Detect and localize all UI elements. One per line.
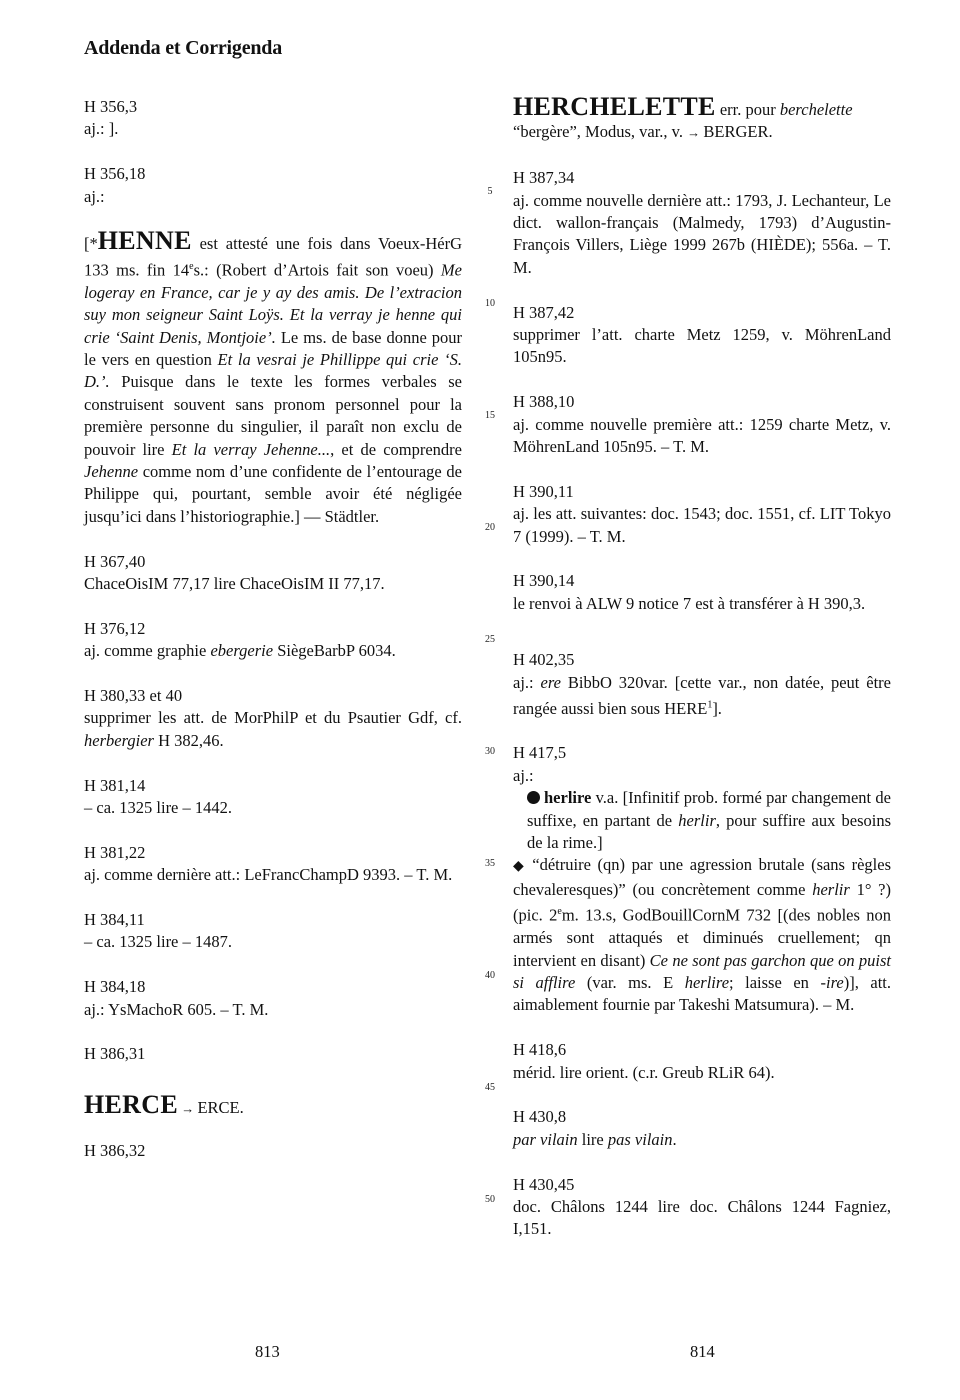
- line-number: 25: [485, 634, 495, 645]
- entry-text: aj. comme graphie ebergerie SiègeBarbP 6034.: [84, 641, 396, 661]
- herchelette-text: “bergère”, Modus, var., v. → BERGER.: [513, 122, 773, 142]
- henne-quote: Jehenne: [84, 461, 139, 481]
- entry-ref: H 386,31: [84, 1044, 146, 1064]
- line-number: 15: [485, 410, 495, 421]
- henne-text: s.: (Robert d’Artois fait son voeu): [193, 260, 441, 280]
- henne-text: Le ms. de base donne pour le vers en question: [84, 327, 462, 369]
- bullet-dot-icon: [527, 791, 540, 804]
- entry-h384-18: [84, 976, 462, 1021]
- henne-quote: Et la vesrai je Phillippe qui crie ‘S. D.’.: [84, 349, 462, 392]
- entry-ref: H 384,11: [84, 910, 145, 929]
- entry-text: aj.:: [84, 186, 105, 206]
- entry-h367-40: [84, 551, 462, 596]
- entry-ref: H 390,14: [513, 571, 575, 591]
- entry-h387-34: [513, 167, 891, 279]
- entry-h356-3: [84, 96, 462, 141]
- headword-herce: HERCE: [84, 1089, 178, 1119]
- entry-ref: H 417,5: [513, 743, 567, 763]
- page-number-left: 813: [255, 1342, 280, 1361]
- line-number: 35: [485, 858, 495, 869]
- entry-ref: H 390,11: [513, 481, 574, 501]
- entry-text: mérid. lire orient. (c.r. Greub RLiR 64).: [513, 1062, 775, 1082]
- crossref-erce[interactable]: ERCE: [197, 1097, 240, 1117]
- herlire-definition: herlire v.a. [Infinitif prob. formé par changement de suffixe, en partant de herlir, pour suffire aux besoins de la rime.]: [527, 788, 891, 852]
- headword-henne: HENNE: [97, 226, 192, 256]
- entry-h418-6: [513, 1039, 891, 1084]
- left-column: [84, 96, 462, 1163]
- entry-herce: [84, 1089, 462, 1120]
- entry-text: doc. Châlons 1244 lire doc. Châlons 1244 Fagniez, I,151.: [513, 1196, 891, 1239]
- entry-text: – ca. 1325 lire – 1442.: [84, 798, 233, 817]
- line-number: 5: [487, 186, 493, 197]
- entry-h386-31: [84, 1043, 462, 1065]
- superscript: e: [189, 260, 194, 272]
- entry-ref: H 386,32: [84, 1141, 146, 1161]
- entry-h430-45: [513, 1174, 891, 1241]
- line-number: 20: [485, 522, 495, 533]
- entry-h388-10: [513, 391, 891, 458]
- line-number: 45: [485, 1082, 495, 1093]
- entry-h390-14: [513, 570, 891, 615]
- entry-h356-18: [84, 163, 462, 208]
- entry-ref: H 367,40: [84, 551, 146, 571]
- henne-text: est attesté une fois dans Voeux-HérG 133 ms. fin 14: [84, 234, 462, 280]
- entry-ref: H 430,8: [513, 1107, 567, 1127]
- entry-ref: H 381,22: [84, 842, 146, 862]
- entry-ref: H 376,12: [84, 618, 146, 638]
- entry-text: supprimer l’att. charte Metz 1259, v. MöhrenLand 105n95.: [513, 325, 891, 367]
- entry-h384-11: [84, 909, 462, 954]
- running-head: Addenda et Corrigenda: [84, 37, 283, 59]
- entry-text: le renvoi à ALW 9 notice 7 est à transférer à H 390,3.: [513, 593, 866, 613]
- entry-h402-35: [513, 649, 891, 720]
- entry-ref: H 356,18: [84, 164, 146, 184]
- entry-h387-42: [513, 302, 891, 369]
- entry-ref: H 402,35: [513, 650, 575, 670]
- entry-ref: H 381,14: [84, 775, 146, 795]
- entry-ref: H 384,18: [84, 977, 146, 997]
- entry-ref: H 356,3: [84, 97, 138, 116]
- entry-henne: [84, 226, 462, 528]
- crossref-berger[interactable]: BERGER: [703, 122, 769, 142]
- arrow-icon: →: [177, 1100, 198, 1116]
- entry-text: aj. comme dernière att.: LeFrancChampD 9393. – T. M.: [84, 865, 453, 885]
- entry-text: aj.: ].: [84, 119, 119, 139]
- bracket-open: [*: [84, 234, 98, 254]
- entry-text: aj.:: [513, 765, 534, 785]
- right-column: [513, 92, 892, 1241]
- arrow-icon: →: [687, 125, 704, 141]
- entry-ref: H 388,10: [513, 392, 575, 412]
- entry-h376-12: [84, 618, 462, 663]
- diamond-icon: ◆: [513, 859, 527, 875]
- henne-text: comme nom d’une confidente de l’entourage de Philippe qui, pourtant, semble avoir été négligée jusqu’ici dans l’historiographie.] — Städtler.: [84, 461, 462, 526]
- entry-text: aj. les att. suivantes: doc. 1543; doc. 1551, cf. LIT Tokyo 7 (1999). – T. M.: [513, 504, 891, 546]
- henne-quote: Me logeray en France, car je y ay des amis. De l’extracion suy mon seigneur Saint Loÿs. Et la verray je henne qui crie ‘Saint Denis, Montjoie’.: [84, 260, 462, 347]
- headword-herchelette: HERCHELETTE: [513, 92, 716, 121]
- henne-text: , et de comprendre: [330, 439, 462, 459]
- line-number: 50: [485, 1194, 495, 1205]
- entry-text: ChaceOisIM 77,17 lire ChaceOisIM II 77,17.: [84, 573, 385, 593]
- entry-ref: H 380,33 et 40: [84, 685, 183, 705]
- entry-h386-32: [84, 1140, 462, 1162]
- herchelette-head: HERCHELETTE err. pour berchelette: [513, 92, 853, 121]
- henne-quote: Et la verray Jehenne...: [171, 439, 331, 459]
- entry-text: aj.: YsMachoR 605. – T. M.: [84, 999, 269, 1019]
- entry-h381-22: [84, 842, 462, 887]
- henne-text: Puisque dans le texte les formes verbales se construisent souvent sans pronom personnel pour la première personne du singulier, il paraît non exclu de pouvoir lire: [84, 372, 462, 459]
- line-number: 30: [485, 746, 495, 757]
- entry-h417-5: [513, 742, 891, 1016]
- entry-ref: H 418,6: [513, 1040, 567, 1060]
- entry-herchelette: [513, 92, 891, 145]
- entry-text: aj. comme nouvelle dernière att.: 1793, J. Lechanteur, Le dict. wallon-français (Malmedy, 1793) d’Augustin-François Villers, Liège 1999 267b (HIÈDE); 556a. – T. M.: [513, 190, 891, 277]
- entry-ref: H 430,45: [513, 1174, 575, 1194]
- entry-h390-11: [513, 481, 891, 548]
- entry-ref: H 387,42: [513, 302, 575, 322]
- page-number-right: 814: [690, 1342, 715, 1361]
- entry-ref: H 387,34: [513, 168, 575, 188]
- line-number: 10: [485, 298, 495, 309]
- entry-h430-8: [513, 1106, 891, 1151]
- headword-herlire: herlire: [544, 788, 592, 808]
- entry-text: aj. comme nouvelle première att.: 1259 charte Metz, v. MöhrenLand 105n95. – T. M.: [513, 414, 891, 457]
- punct: .: [239, 1097, 244, 1117]
- line-number: 40: [485, 970, 495, 981]
- entry-text: supprimer les att. de MorPhilP et du Psautier Gdf, cf. herbergier H 382,46.: [84, 708, 462, 750]
- entry-h380-33: [84, 685, 462, 752]
- herlire-sense: ◆ “détruire (qn) par une agression brutale (sans règles chevaleresques)” (ou concrètement comme herlir 1° ?) (pic. 2em. 13.s, GodBouillCornM 732 [(des nobles non armés sont attaqués et diminués cruellement; qn intervient en disant) Ce ne sont pas garchon que on puist si afflire (var. ms. E herlire; laisse en -ire)], att. aimablement fournie par Takeshi Matsumura). – M.: [513, 855, 892, 1015]
- entry-h381-14: [84, 775, 462, 820]
- entry-text: – ca. 1325 lire – 1487.: [84, 932, 233, 952]
- entry-text: aj.: ere BibbO 320var. [cette var., non datée, peut être rangée aussi bien sous HERE$^1$].: [513, 672, 891, 718]
- entry-text: par vilain lire pas vilain.: [513, 1129, 677, 1149]
